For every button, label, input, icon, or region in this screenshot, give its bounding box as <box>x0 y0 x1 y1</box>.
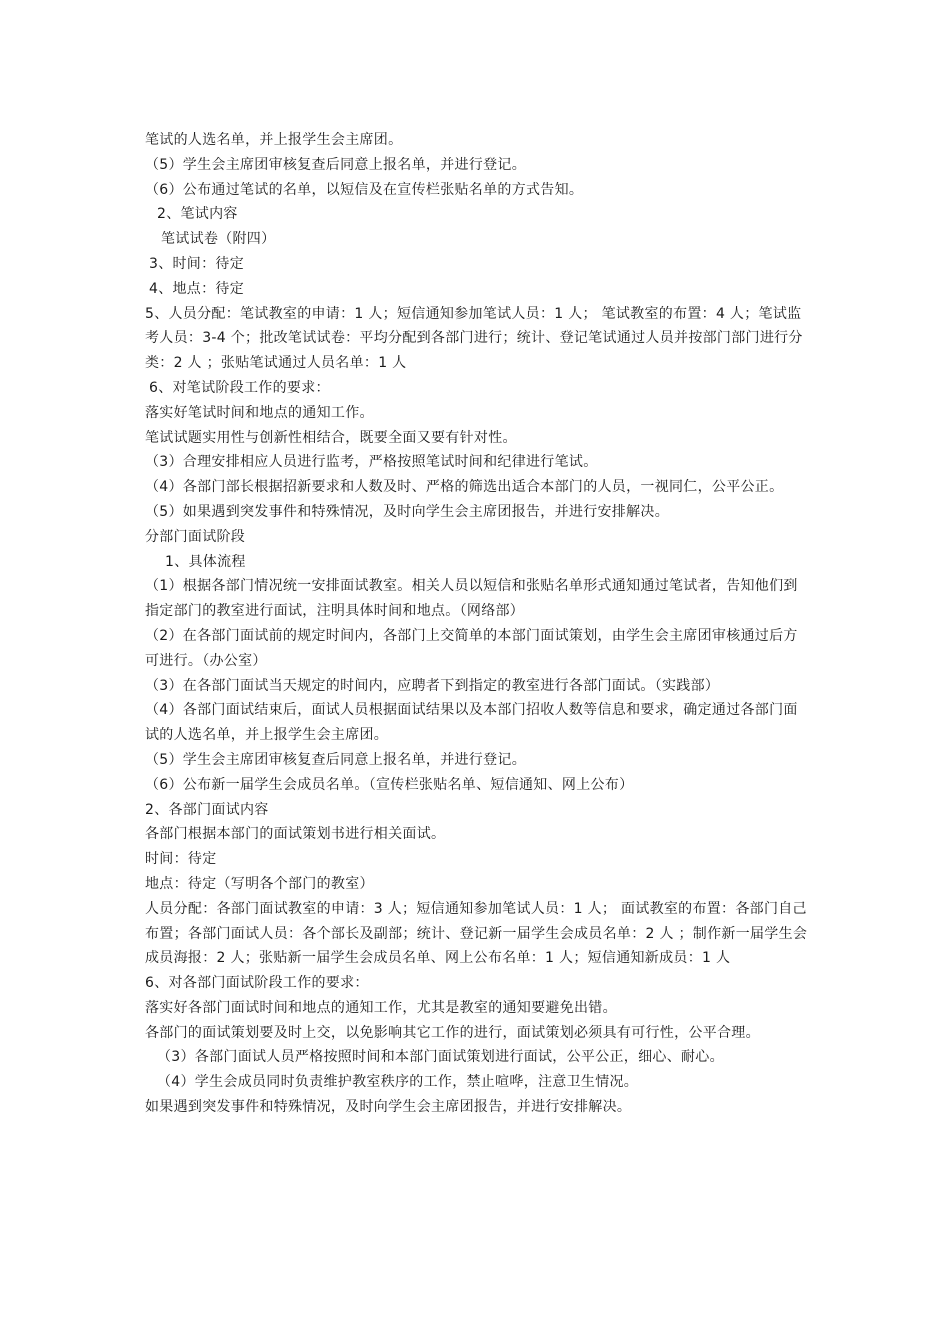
section-heading: 6、对笔试阶段工作的要求： <box>149 379 330 396</box>
text-paragraph: （1）根据各部门情况统一安排面试教室。相关人员以短信和张贴名单形式通知通过笔试者，告知他们到指定部门的教室进行面试，注明具体时间和地点。（网络部） <box>145 578 798 620</box>
text-line: 各部门根据本部门的面试策划书进行相关面试。 <box>145 826 446 843</box>
text-paragraph: （2）在各部门面试前的规定时间内，各部门上交简单的本部门面试策划，由学生会主席团审核通过后方可进行。（办公室） <box>145 627 798 669</box>
text-paragraph: 人员分配：各部门面试教室的申请：3 人；短信通知参加笔试人员：1 人； 面试教室的布置：各部门自己布置；各部门面试人员：各个部长及副部；统计、登记新一届学生会成员名单：2 人 ；制作新一届学生会成员海报：2 人；张贴新一届学生会成员名单、网上公布名单：1 人；短信通知新成员：1 人 <box>145 900 808 967</box>
text-paragraph: （4）各部门部长根据招新要求和人数及时、严格的筛选出适合本部门的人员，一视同仁，公平公正。 <box>145 479 784 496</box>
text-paragraph: （4）各部门面试结束后，面试人员根据面试结果以及本部门招收人数等信息和要求，确定通过各部门面试的人选名单，并上报学生会主席团。 <box>145 702 798 744</box>
text-line: （3）各部门面试人员严格按照时间和本部门面试策划进行面试，公平公正，细心、耐心。 <box>157 1049 724 1066</box>
text-line: （5）学生会主席团审核复查后同意上报名单，并进行登记。 <box>145 751 527 768</box>
text-line: （6）公布通过笔试的名单，以短信及在宣传栏张贴名单的方式告知。 <box>145 181 584 198</box>
document-body <box>145 128 810 1120</box>
text-line: 4、地点：待定 <box>149 280 245 297</box>
text-line: （6）公布新一届学生会成员名单。（宣传栏张贴名单、短信通知、网上公布） <box>145 776 634 793</box>
text-line: （3）合理安排相应人员进行监考，严格按照笔试时间和纪律进行笔试。 <box>145 454 598 471</box>
text-line: 地点：待定（写明各个部门的教室） <box>145 875 374 892</box>
text-line: 落实好各部门面试时间和地点的通知工作，尤其是教室的通知要避免出错。 <box>145 999 617 1016</box>
section-heading: 2、各部门面试内容 <box>145 801 269 818</box>
text-line: 如果遇到突发事件和特殊情况，及时向学生会主席团报告，并进行安排解决。 <box>145 1099 632 1116</box>
text-line: 时间：待定 <box>145 851 217 868</box>
text-paragraph: 5、人员分配：笔试教室的申请：1 人；短信通知参加笔试人员：1 人； 笔试教室的布置：4 人；笔试监考人员：3-4 个；批改笔试试卷：平均分配到各部门进行；统计、登记笔试通过人员并按部门部门进行分类：2 人 ；张贴笔试通过人员名单：1 人 <box>145 305 803 372</box>
text-line: 笔试试卷（附四） <box>161 231 276 248</box>
text-line: 笔试试题实用性与创新性相结合，既要全面又要有针对性。 <box>145 429 517 446</box>
text-line: 落实好笔试时间和地点的通知工作。 <box>145 404 374 421</box>
text-line: （4）学生会成员同时负责维护教室秩序的工作，禁止喧哗，注意卫生情况。 <box>157 1074 639 1091</box>
section-heading: 分部门面试阶段 <box>145 528 246 545</box>
text-line: （5）学生会主席团审核复查后同意上报名单，并进行登记。 <box>145 156 527 173</box>
section-heading: 6、对各部门面试阶段工作的要求： <box>145 975 369 992</box>
text-line: 笔试的人选名单，并上报学生会主席团。 <box>145 132 403 148</box>
text-line: 3、时间：待定 <box>149 255 245 272</box>
text-line: （5）如果遇到突发事件和特殊情况，及时向学生会主席团报告，并进行安排解决。 <box>145 503 670 520</box>
text-paragraph: （3）在各部门面试当天规定的时间内，应聘者下到指定的教室进行各部门面试。（实践部） <box>145 677 720 694</box>
text-paragraph: 各部门的面试策划要及时上交，以免影响其它工作的进行，面试策划必须具有可行性，公平合理。 <box>145 1024 760 1041</box>
section-heading: 2、笔试内容 <box>157 206 238 223</box>
section-heading: 1、具体流程 <box>165 553 246 570</box>
